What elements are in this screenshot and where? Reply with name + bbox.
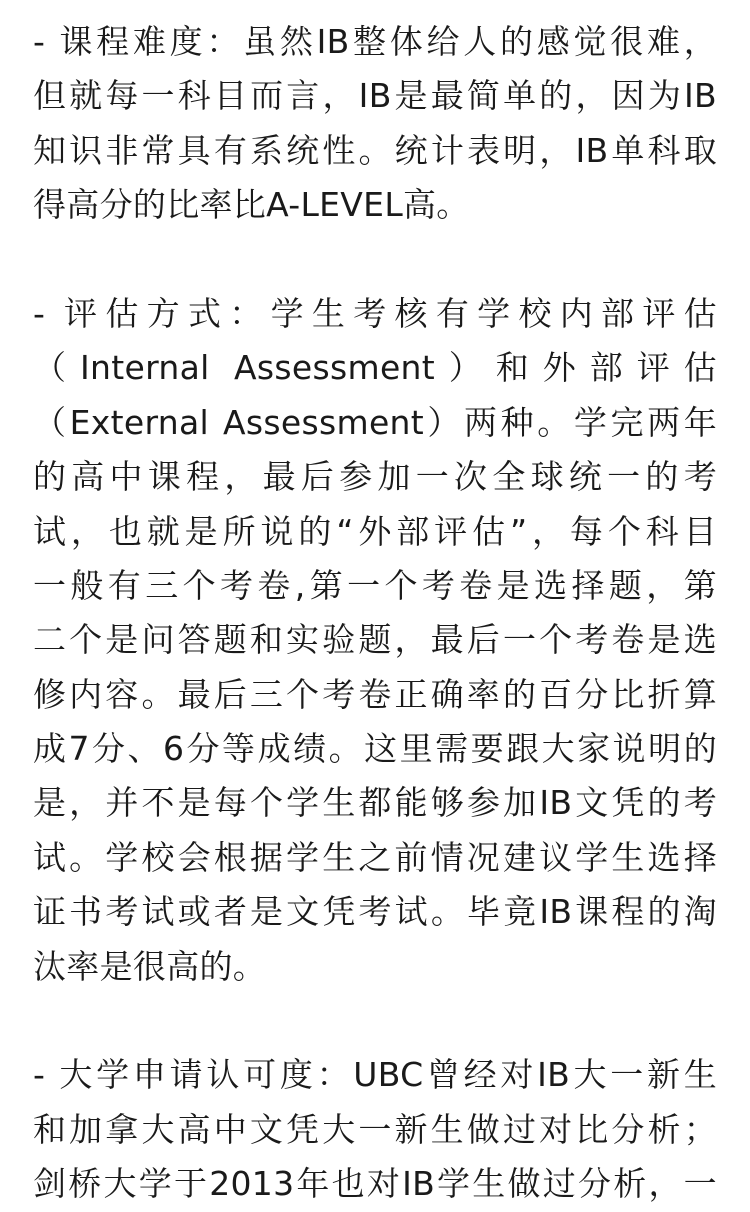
paragraph-university-recognition: [33, 1048, 717, 1211]
text-line: 剑桥大学于2013年也对IB学生做过分析，一: [33, 1164, 717, 1204]
text-line: 一般有三个考卷,第一个考卷是选择题，第: [33, 565, 717, 605]
text-line: （External Assessment）两种。学完两年: [33, 402, 717, 442]
text-line: 试。学校会根据学生之前情况建议学生选择: [33, 837, 717, 877]
text-line: 成7分、6分等成绩。这里需要跟大家说明的: [33, 729, 717, 769]
text-line: 试，也就是所说的“外部评估”，每个科目: [33, 511, 717, 551]
paragraph-spacer: [33, 233, 717, 287]
text-line: （Internal Assessment）和外部评估: [33, 348, 717, 388]
text-line: 得高分的比率比A-LEVEL高。: [33, 185, 470, 225]
text-line: 汰率是很高的。: [33, 946, 267, 986]
text-line: 知识非常具有系统性。统计表明，IB单科取: [33, 130, 717, 170]
text-line: 但就每一科目而言，IB是最简单的，因为IB: [33, 76, 717, 116]
text-line: 和加拿大高中文凭大一新生做过对比分析；: [33, 1109, 717, 1149]
paragraph-spacer: [33, 994, 717, 1048]
text-line: 的高中课程，最后参加一次全球统一的考: [33, 457, 717, 497]
text-line: - 评估方式：学生考核有学校内部评估: [33, 293, 717, 333]
paragraph-assessment-method: [33, 287, 717, 994]
text-line: - 课程难度：虽然IB整体给人的感觉很难，: [33, 22, 717, 61]
text-line: 二个是问答题和实验题，最后一个考卷是选: [33, 620, 717, 660]
text-line: 修内容。最后三个考卷正确率的百分比折算: [33, 674, 717, 714]
paragraph-course-difficulty: [33, 15, 717, 233]
text-line: - 大学申请认可度：UBC曾经对IB大一新生: [33, 1055, 717, 1095]
article-body: [33, 15, 717, 1212]
text-line: 证书考试或者是文凭考试。毕竟IB课程的淘: [33, 892, 717, 932]
text-line: 是，并不是每个学生都能够参加IB文凭的考: [33, 783, 717, 823]
